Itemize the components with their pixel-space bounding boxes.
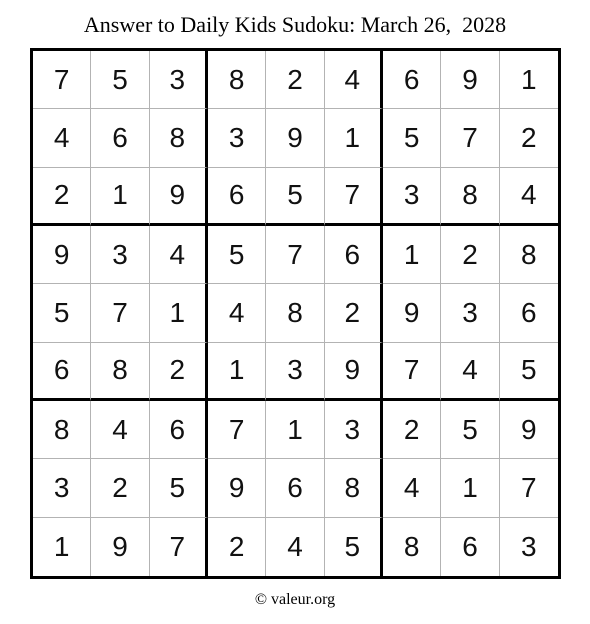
sudoku-cell: 9 — [150, 168, 208, 226]
sudoku-cell: 2 — [325, 284, 383, 342]
sudoku-cell: 6 — [441, 518, 499, 576]
sudoku-cell: 2 — [91, 459, 149, 517]
sudoku-cell: 4 — [150, 226, 208, 284]
sudoku-cell: 4 — [266, 518, 324, 576]
sudoku-cell: 6 — [383, 51, 441, 109]
sudoku-cell: 1 — [500, 51, 558, 109]
page-title: Answer to Daily Kids Sudoku: March 26, 2028 — [83, 12, 507, 37]
sudoku-cell: 7 — [325, 168, 383, 226]
sudoku-cell: 8 — [383, 518, 441, 576]
sudoku-cell: 3 — [33, 459, 91, 517]
sudoku-cell: 4 — [33, 109, 91, 167]
sudoku-cell: 4 — [325, 51, 383, 109]
sudoku-cell: 4 — [208, 284, 266, 342]
sudoku-cell: 1 — [383, 226, 441, 284]
sudoku-cell: 7 — [150, 518, 208, 576]
sudoku-cell: 6 — [266, 459, 324, 517]
sudoku-cell: 3 — [383, 168, 441, 226]
sudoku-cell: 6 — [91, 109, 149, 167]
sudoku-cell: 7 — [91, 284, 149, 342]
sudoku-cell: 9 — [266, 109, 324, 167]
sudoku-cell: 1 — [208, 343, 266, 401]
sudoku-cell: 5 — [91, 51, 149, 109]
sudoku-cell: 5 — [441, 401, 499, 459]
sudoku-cell: 5 — [325, 518, 383, 576]
sudoku-cell: 7 — [500, 459, 558, 517]
sudoku-cell: 7 — [33, 51, 91, 109]
sudoku-cell: 8 — [266, 284, 324, 342]
sudoku-cell: 4 — [500, 168, 558, 226]
sudoku-cell: 5 — [500, 343, 558, 401]
sudoku-cell: 2 — [150, 343, 208, 401]
sudoku-board — [30, 48, 561, 579]
sudoku-cell: 8 — [208, 51, 266, 109]
sudoku-cell: 5 — [208, 226, 266, 284]
sudoku-cell: 9 — [441, 51, 499, 109]
sudoku-cell: 3 — [441, 284, 499, 342]
sudoku-cell: 9 — [500, 401, 558, 459]
sudoku-cell: 3 — [150, 51, 208, 109]
sudoku-cell: 2 — [33, 168, 91, 226]
sudoku-cell: 6 — [33, 343, 91, 401]
sudoku-cell: 9 — [208, 459, 266, 517]
sudoku-cell: 2 — [266, 51, 324, 109]
sudoku-cell: 9 — [383, 284, 441, 342]
sudoku-cell: 1 — [441, 459, 499, 517]
sudoku-cell: 2 — [500, 109, 558, 167]
sudoku-cell: 6 — [150, 401, 208, 459]
sudoku-cell: 9 — [91, 518, 149, 576]
sudoku-cell: 1 — [325, 109, 383, 167]
sudoku-cell: 8 — [91, 343, 149, 401]
sudoku-cell: 3 — [325, 401, 383, 459]
sudoku-cell: 2 — [383, 401, 441, 459]
sudoku-cell: 9 — [33, 226, 91, 284]
sudoku-cell: 3 — [521, 530, 537, 562]
sudoku-cell: 8 — [33, 401, 91, 459]
sudoku-cell: 6 — [325, 226, 383, 284]
sudoku-cell: 1 — [266, 401, 324, 459]
sudoku-cell: 1 — [33, 518, 91, 576]
sudoku-cell: 3 — [91, 226, 149, 284]
sudoku-cell: 7 — [208, 401, 266, 459]
sudoku-cell: 4 — [91, 401, 149, 459]
sudoku-cell: 5 — [33, 284, 91, 342]
sudoku-cell: 8 — [150, 109, 208, 167]
sudoku-cell: 2 — [208, 518, 266, 576]
sudoku-cell: 6 — [208, 168, 266, 226]
sudoku-cell: 7 — [266, 226, 324, 284]
sudoku-cell: 1 — [150, 284, 208, 342]
sudoku-cell: 8 — [325, 459, 383, 517]
sudoku-cell: 5 — [150, 459, 208, 517]
sudoku-cell: 7 — [441, 109, 499, 167]
sudoku-cell: 4 — [441, 343, 499, 401]
sudoku-cell: 7 — [383, 343, 441, 401]
copyright-footer: © valeur.org — [254, 591, 336, 608]
sudoku-cell: 4 — [383, 459, 441, 517]
sudoku-cell: 3 — [208, 109, 266, 167]
sudoku-cell: 2 — [441, 226, 499, 284]
sudoku-cell: 3 — [266, 343, 324, 401]
sudoku-cell: 1 — [91, 168, 149, 226]
sudoku-cell: 9 — [325, 343, 383, 401]
sudoku-cell: 8 — [441, 168, 499, 226]
sudoku-cell: 5 — [266, 168, 324, 226]
sudoku-cell: 5 — [383, 109, 441, 167]
sudoku-cell: 8 — [500, 226, 558, 284]
sudoku-cell: 6 — [500, 284, 558, 342]
